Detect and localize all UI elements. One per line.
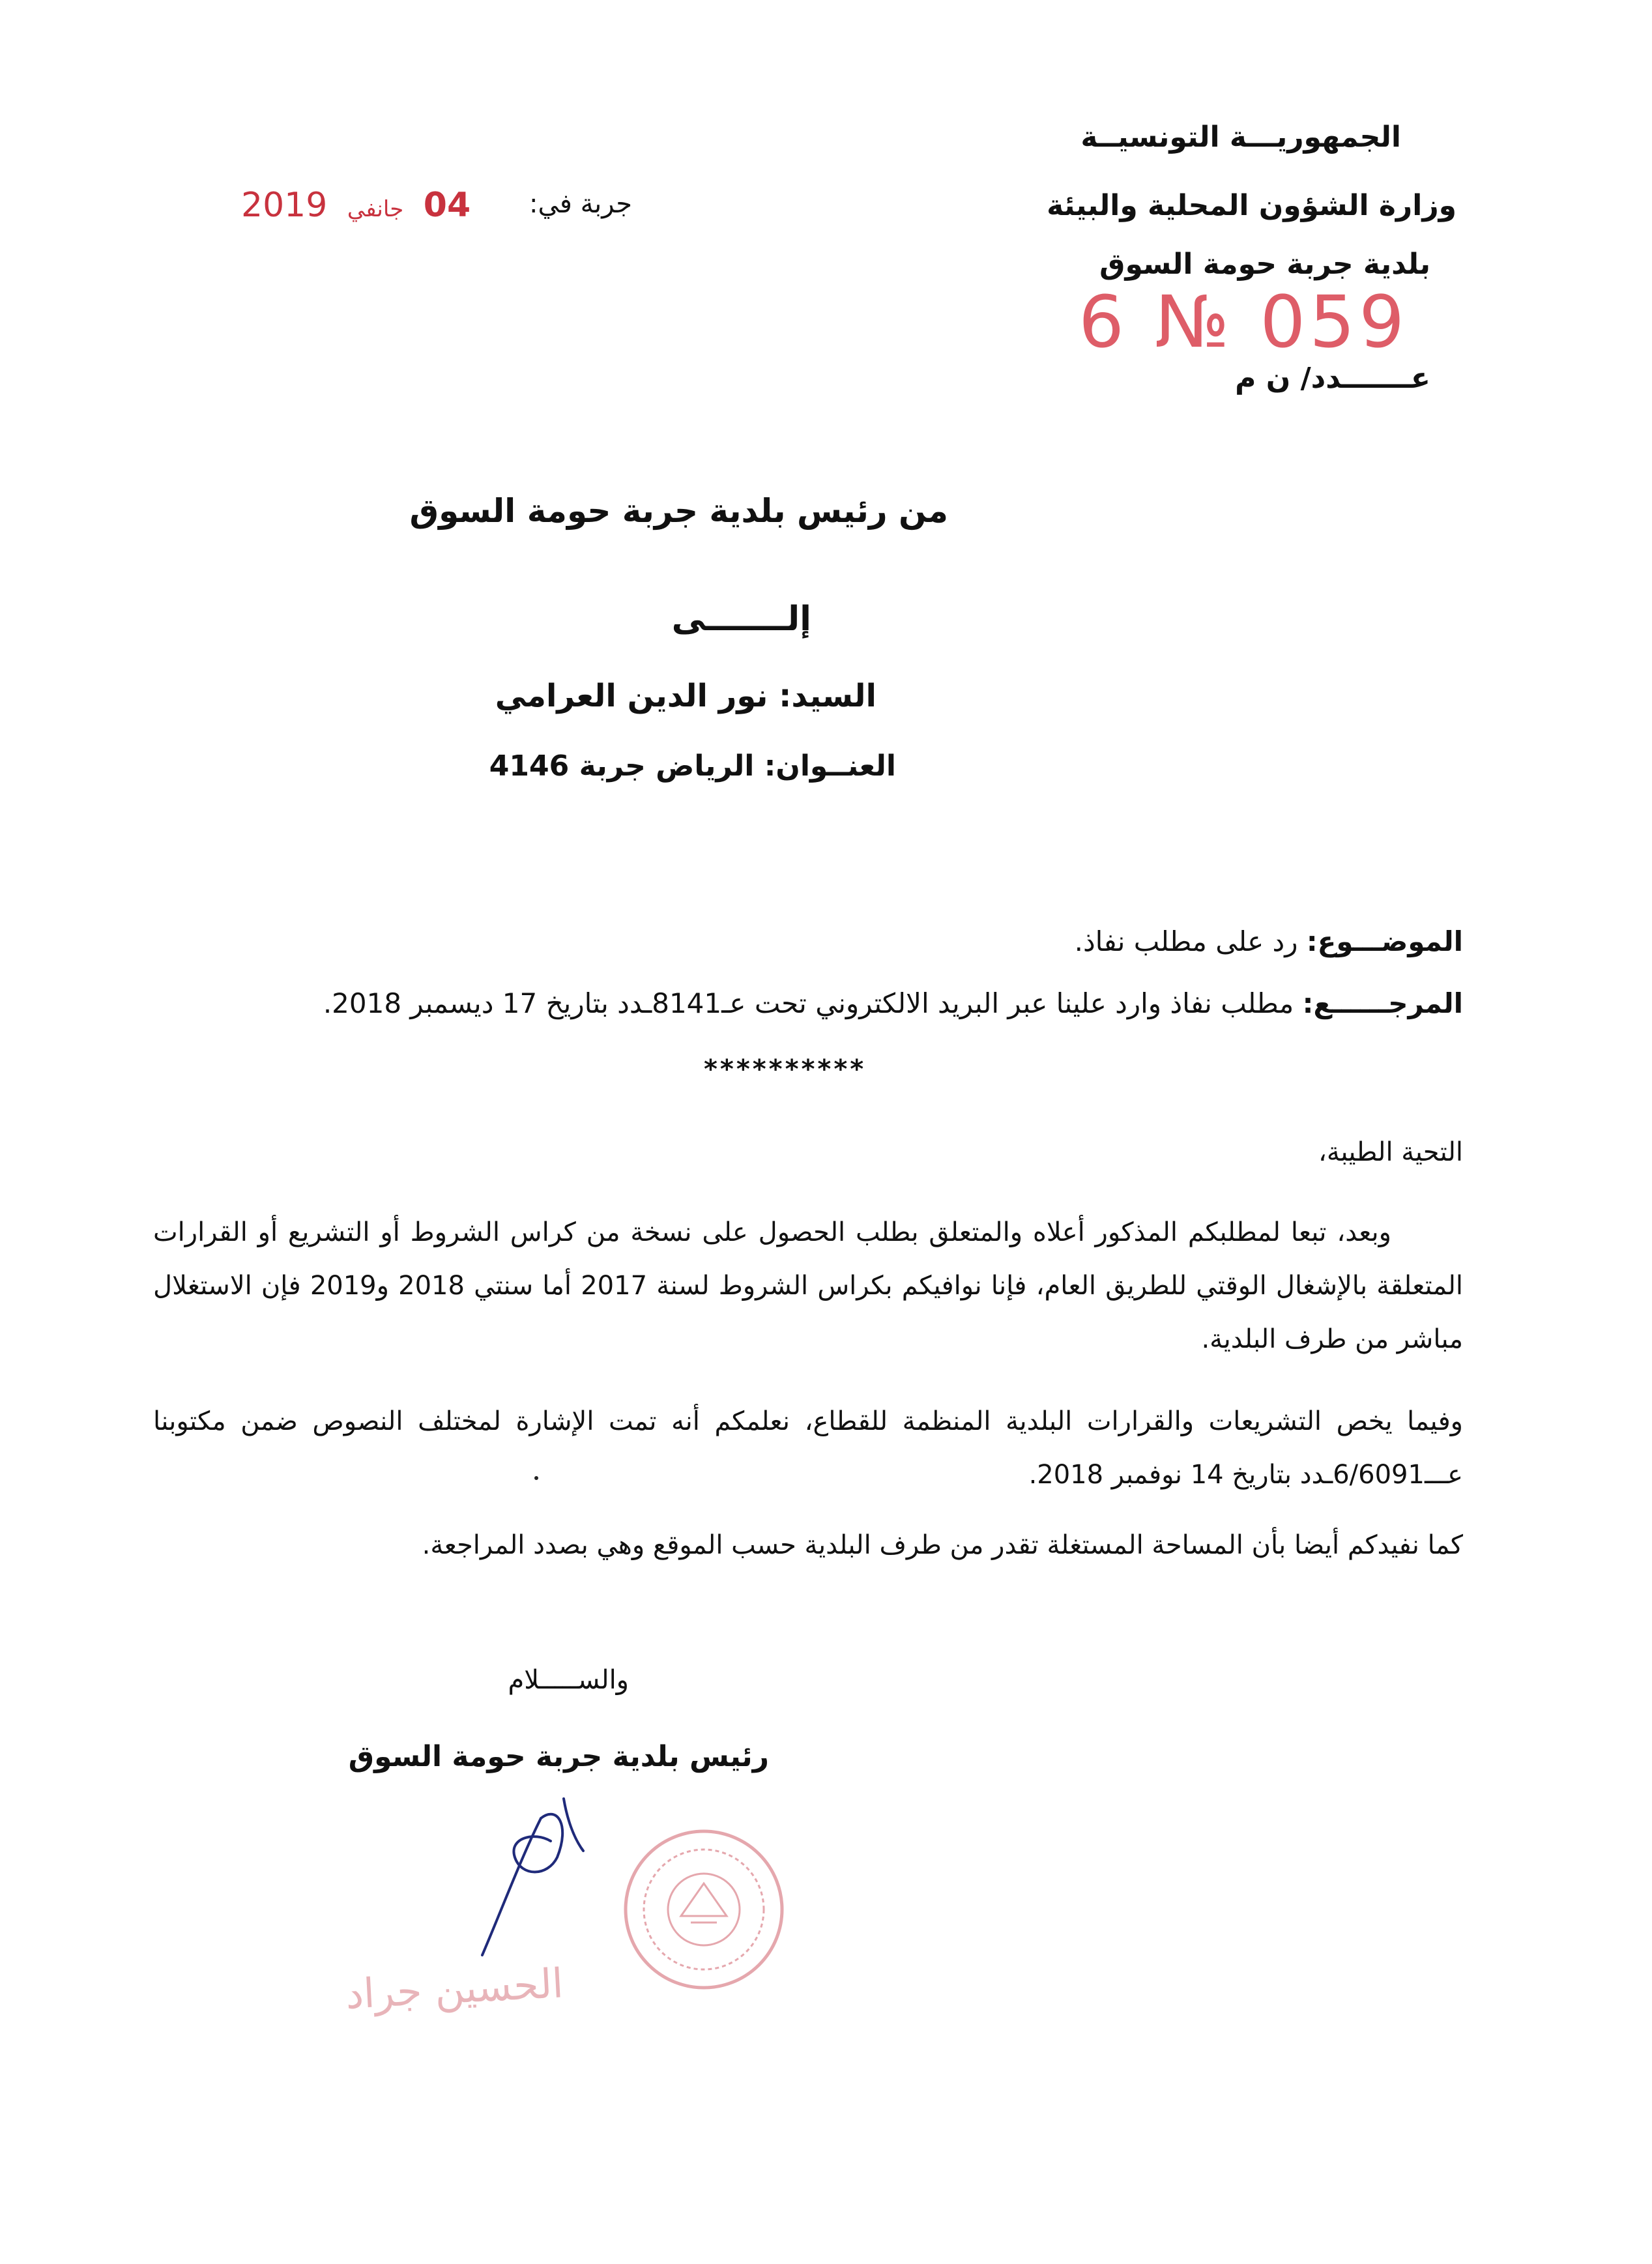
signatory-title: رئيس بلدية جربة حومة السوق [348, 1740, 769, 1773]
sender-line: من رئيس بلدية جربة حومة السوق [409, 492, 948, 530]
reference-label: المرجــــــع: [1302, 987, 1463, 1019]
body-paragraph-2: وفيما يخص التشريعات والقرارات البلدية المنظمة للقطاع، نعلمكم أنه تمت الإشارة لمختلف النصوص ضمن مكتوبنا عـــ6/6091ـدد بتاريخ 14 نوفمبر 2018. [153, 1406, 1463, 1490]
body-paragraph-1: وبعد، تبعا لمطلبكم المذكور أعلاه والمتعلق بطلب الحصول على نسخة من كراس الشروط أو التشريع أو القرارات المتعلقة بالإشغال الوقتي للطريق العام، فإنا نوافيكم بكراس الشروط لسنة 2017 أما سنتي 2018 و2019 فإن الاستغلال مباشر من طرف البلدية. [153, 1217, 1464, 1354]
registration-stamp-number: 6 № 059 [1079, 280, 1409, 364]
header-ministry: وزارة الشؤون المحلية والبيئة [1047, 189, 1456, 222]
registration-stamp [1079, 280, 1409, 364]
date-label: جربة في: [529, 189, 632, 219]
signatory-name-stamp: الحسين جراد [344, 1959, 565, 2018]
municipal-seal [619, 1825, 789, 1994]
date-month: جانفي [347, 196, 404, 222]
stray-dot [534, 1476, 538, 1480]
subject-line [1075, 925, 1463, 957]
body-paragraph-3: كما نفيدكم أيضا بأن المساحة المستغلة تقدر من طرف البلدية حسب الموقع وهي بصدد المراجعة. [422, 1530, 1463, 1560]
header-municipality: بلدية جربة حومة السوق [1099, 248, 1430, 281]
date-year: 2019 [241, 186, 328, 225]
recipient-name: السيد: نور الدين العرامي [495, 678, 877, 714]
date-stamp [241, 186, 471, 225]
closing-salutation: والســـــلام [508, 1665, 629, 1695]
header-reference-number: عـــــــدد/ ن م [1235, 362, 1430, 395]
recipient-address: العنــوان: الرياض جربة 4146 [489, 749, 896, 783]
header-republic: الجمهوريـــة التونسيــة [1080, 121, 1401, 154]
to-label: إلـــــــى [671, 600, 811, 639]
greeting: التحية الطيبة، [1318, 1137, 1463, 1167]
reference-text: مطلب نفاذ وارد علينا عبر البريد الالكتروني تحت عـ8141ـدد بتاريخ 17 ديسمبر 2018. [323, 987, 1294, 1019]
subject-label: الموضـــوع: [1306, 925, 1463, 957]
reference-line [323, 987, 1463, 1019]
date-day: 04 [423, 186, 471, 225]
separator-stars: ********** [704, 1054, 867, 1084]
subject-text: رد على مطلب نفاذ. [1074, 925, 1298, 957]
handwritten-signature [443, 1779, 613, 1975]
